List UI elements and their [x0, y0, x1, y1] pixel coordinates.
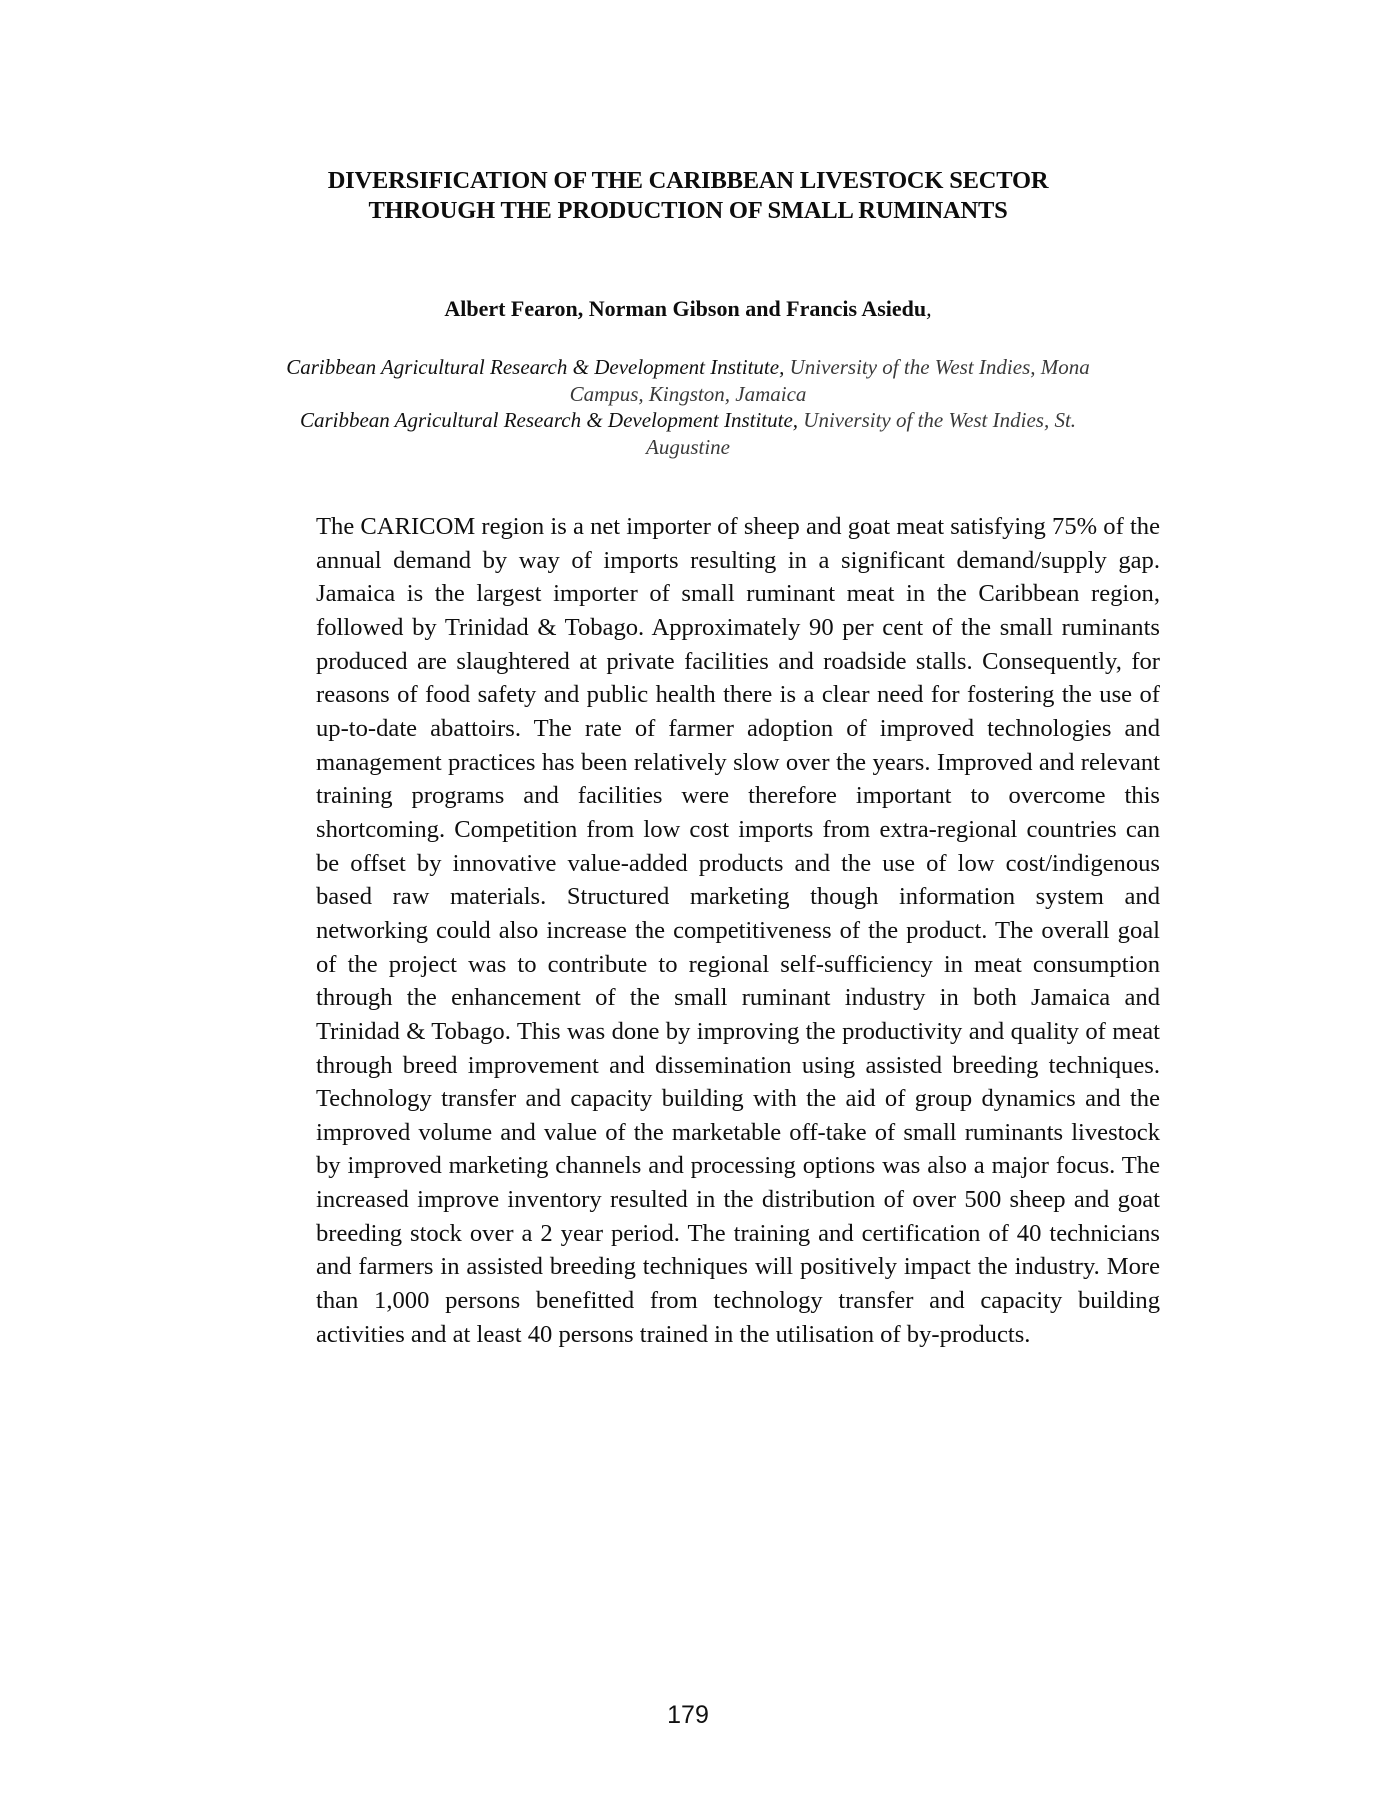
affiliation-2-institute: Caribbean Agricultural Research & Development Institute,	[299, 408, 799, 432]
affiliations	[270, 354, 1106, 460]
author-names: Albert Fearon, Norman Gibson and Francis Asiedu	[444, 296, 927, 321]
author-list	[230, 295, 1146, 323]
page-number: 179	[667, 1701, 709, 1729]
abstract-body: The CARICOM region is a net importer of sheep and goat meat satisfying 75% of the annual demand by way of imports resulting in a significant demand/supply gap. Jamaica is the largest importer of small ruminant meat in the Caribbean region, followed by Trinidad & Tobago. Approximately 90 per cent of the small ruminants produced are slaughtered at private facilities and roadside stalls. Consequently, for reasons of food safety and public health there is a clear need for fostering the use of up-to-date abattoirs. The rate of farmer adoption of improved technologies and management practices has been relatively slow over the years. Improved and relevant training programs and facilities were therefore important to overcome this shortcoming. Competition from low cost imports from extra-regional countries can be offset by innovative value-added products and the use of low cost/indigenous based raw materials. Structured marketing though information system and networking could also increase the competitiveness of the product. The overall goal of the project was to contribute to regional self-sufficiency in meat consumption through the enhancement of the small ruminant industry in both Jamaica and Trinidad & Tobago. This was done by improving the productivity and quality of meat through breed improvement and dissemination using assisted breeding techniques. Technology transfer and capacity building with the aid of group dynamics and the improved volume and value of the marketable off-take of small ruminants livestock by improved marketing channels and processing options was also a major focus. The increased improve inventory resulted in the distribution of over 500 sheep and goat breeding stock over a 2 year period. The training and certification of 40 technicians and farmers in assisted breeding techniques will positively impact the industry. More than 1,000 persons benefitted from technology transfer and capacity building activities and at least 40 persons trained in the utilisation of by-products.	[316, 513, 1160, 1348]
paper-title	[230, 166, 1146, 226]
paper-title-line-2: THROUGH THE PRODUCTION OF SMALL RUMINANTS	[368, 197, 1008, 224]
affiliation-1-institute: Caribbean Agricultural Research & Development Institute,	[286, 355, 785, 379]
affiliation-1	[270, 354, 1106, 407]
author-trailing-comma: ,	[926, 296, 932, 321]
paper-title-line-1: DIVERSIFICATION OF THE CARIBBEAN LIVESTOCK SECTOR	[327, 167, 1049, 194]
affiliation-2-university: University of the West Indies, St. Augustine	[646, 408, 1077, 459]
affiliation-1-university: University of the West Indies, Mona Campus, Kingston, Jamaica	[569, 355, 1090, 406]
affiliation-2	[270, 407, 1106, 460]
